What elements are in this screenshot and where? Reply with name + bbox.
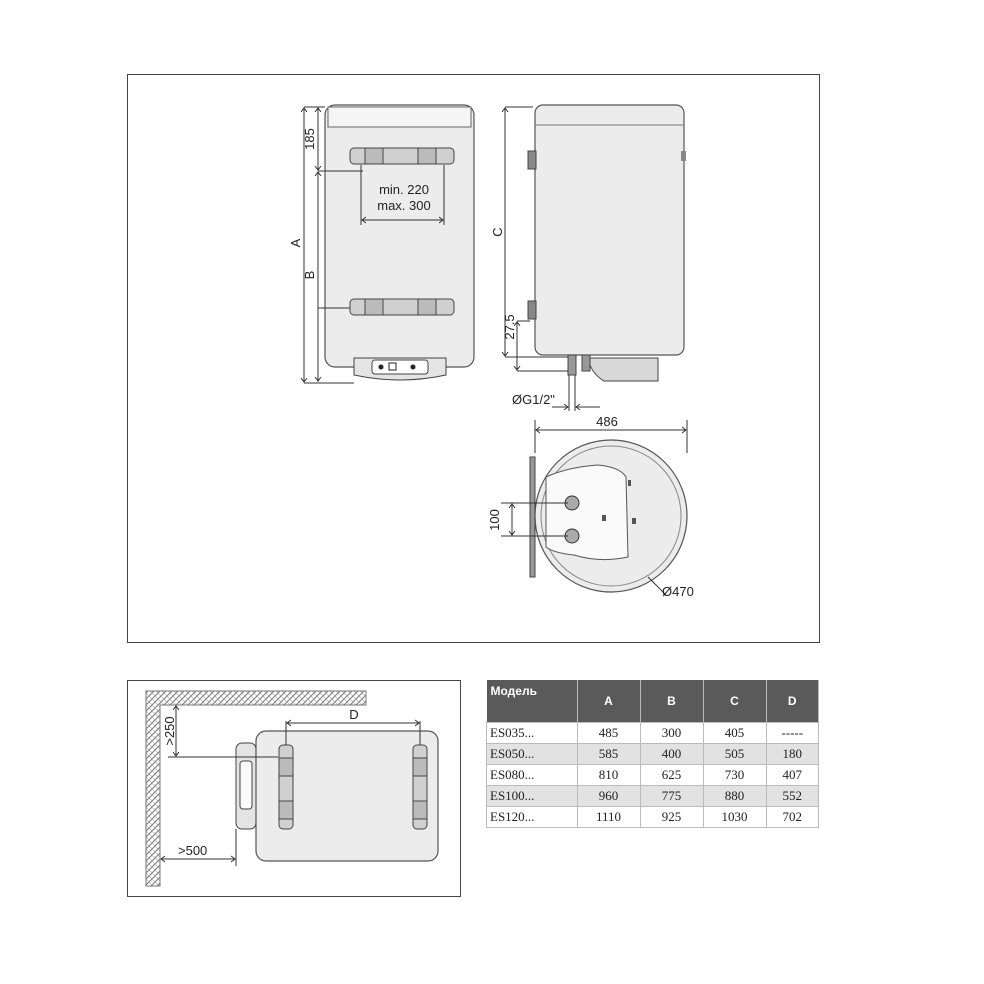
header-d: D <box>766 680 819 723</box>
front-view <box>288 105 474 383</box>
cell-c: 880 <box>703 786 766 807</box>
dim-d-label: D <box>349 707 359 722</box>
dim-diameter-label: Ø470 <box>662 584 694 599</box>
header-c: C <box>703 680 766 723</box>
cell-model: ES100... <box>487 786 578 807</box>
dim-a-label: A <box>288 238 303 248</box>
cell-c: 505 <box>703 744 766 765</box>
side-view <box>490 105 686 411</box>
cell-model: ES050... <box>487 744 578 765</box>
cell-d: 407 <box>766 765 819 786</box>
dimensions-table <box>486 680 819 828</box>
dim-b-label: B <box>302 270 317 280</box>
cell-d: 552 <box>766 786 819 807</box>
dim-250-label: >250 <box>162 716 177 746</box>
dim-500-label: >500 <box>178 843 208 858</box>
bracket-max-label: max. 300 <box>377 198 431 213</box>
cell-model: ES080... <box>487 765 578 786</box>
cell-d: 180 <box>766 744 819 765</box>
dim-185-label: 185 <box>302 128 317 150</box>
cell-d: ----- <box>766 723 819 744</box>
installation-clearance-panel <box>127 680 461 897</box>
cell-a: 1110 <box>577 807 640 828</box>
dimension-drawing <box>128 75 819 642</box>
table-row <box>487 744 819 765</box>
dim-486-label: 486 <box>596 414 618 429</box>
dim-thread-label: ØG1/2" <box>512 392 555 407</box>
header-b: B <box>640 680 703 723</box>
bracket-min-label: min. 220 <box>379 182 429 197</box>
cell-model: ES035... <box>487 723 578 744</box>
installation-drawing <box>128 681 460 896</box>
table-row <box>487 786 819 807</box>
cell-b: 775 <box>640 786 703 807</box>
dim-c-label: C <box>490 227 505 237</box>
cell-b: 625 <box>640 765 703 786</box>
cell-a: 960 <box>577 786 640 807</box>
cell-a: 810 <box>577 765 640 786</box>
cell-d: 702 <box>766 807 819 828</box>
cell-c: 1030 <box>703 807 766 828</box>
cell-model: ES120... <box>487 807 578 828</box>
header-model: Модель <box>487 680 578 723</box>
cell-c: 730 <box>703 765 766 786</box>
table-row <box>487 807 819 828</box>
cell-b: 300 <box>640 723 703 744</box>
table-row <box>487 765 819 786</box>
cell-a: 585 <box>577 744 640 765</box>
cell-a: 485 <box>577 723 640 744</box>
table-header-row <box>487 680 819 723</box>
dim-27-5-label: 27.5 <box>502 314 517 340</box>
dimension-drawing-panel <box>127 74 820 643</box>
table-row <box>487 723 819 744</box>
bottom-view <box>487 414 694 599</box>
header-a: A <box>577 680 640 723</box>
cell-c: 405 <box>703 723 766 744</box>
cell-b: 925 <box>640 807 703 828</box>
cell-b: 400 <box>640 744 703 765</box>
dim-100-label: 100 <box>487 509 502 531</box>
